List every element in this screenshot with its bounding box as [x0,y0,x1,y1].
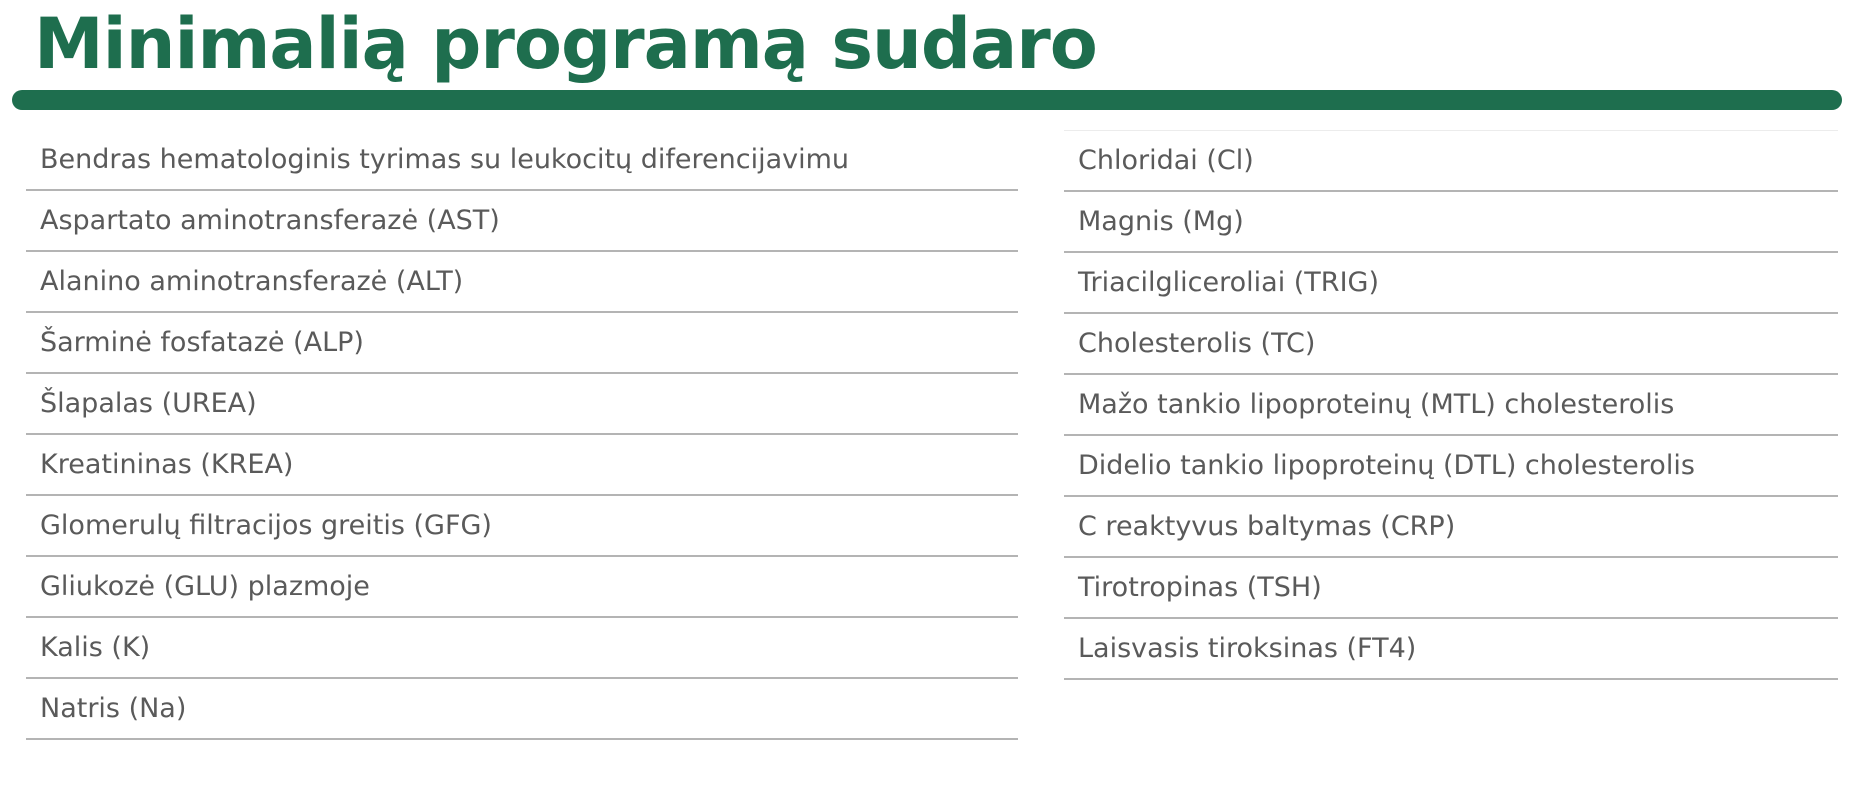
test-list-left [26,130,1018,740]
list-item: Cholesterolis (TC) [1064,314,1838,375]
list-item: Kalis (K) [26,618,1018,679]
list-item: Aspartato aminotransferazė (AST) [26,191,1018,252]
list-item: Mažo tankio lipoproteinų (MTL) cholesterolis [1064,375,1838,436]
list-item: Magnis (Mg) [1064,192,1838,253]
list-item: Šlapalas (UREA) [26,374,1018,435]
list-item: Alanino aminotransferazė (ALT) [26,252,1018,313]
list-item: Natris (Na) [26,679,1018,740]
list-item: Gliukozė (GLU) plazmoje [26,557,1018,618]
list-item: Laisvasis tiroksinas (FT4) [1064,619,1838,680]
list-item: Tirotropinas (TSH) [1064,558,1838,619]
list-item: Glomerulų filtracijos greitis (GFG) [26,496,1018,557]
list-item: Triacilgliceroliai (TRIG) [1064,253,1838,314]
list-item: Kreatininas (KREA) [26,435,1018,496]
page-title: Minimalią programą sudaro [34,3,1097,85]
list-item: Didelio tankio lipoproteinų (DTL) cholesterolis [1064,436,1838,497]
test-list-right [1064,130,1838,680]
list-item: C reaktyvus baltymas (CRP) [1064,497,1838,558]
list-item: Chloridai (Cl) [1064,131,1838,192]
list-item: Bendras hematologinis tyrimas su leukocitų diferencijavimu [26,130,1018,191]
list-item: Šarminė fosfatazė (ALP) [26,313,1018,374]
title-underline [12,90,1842,110]
